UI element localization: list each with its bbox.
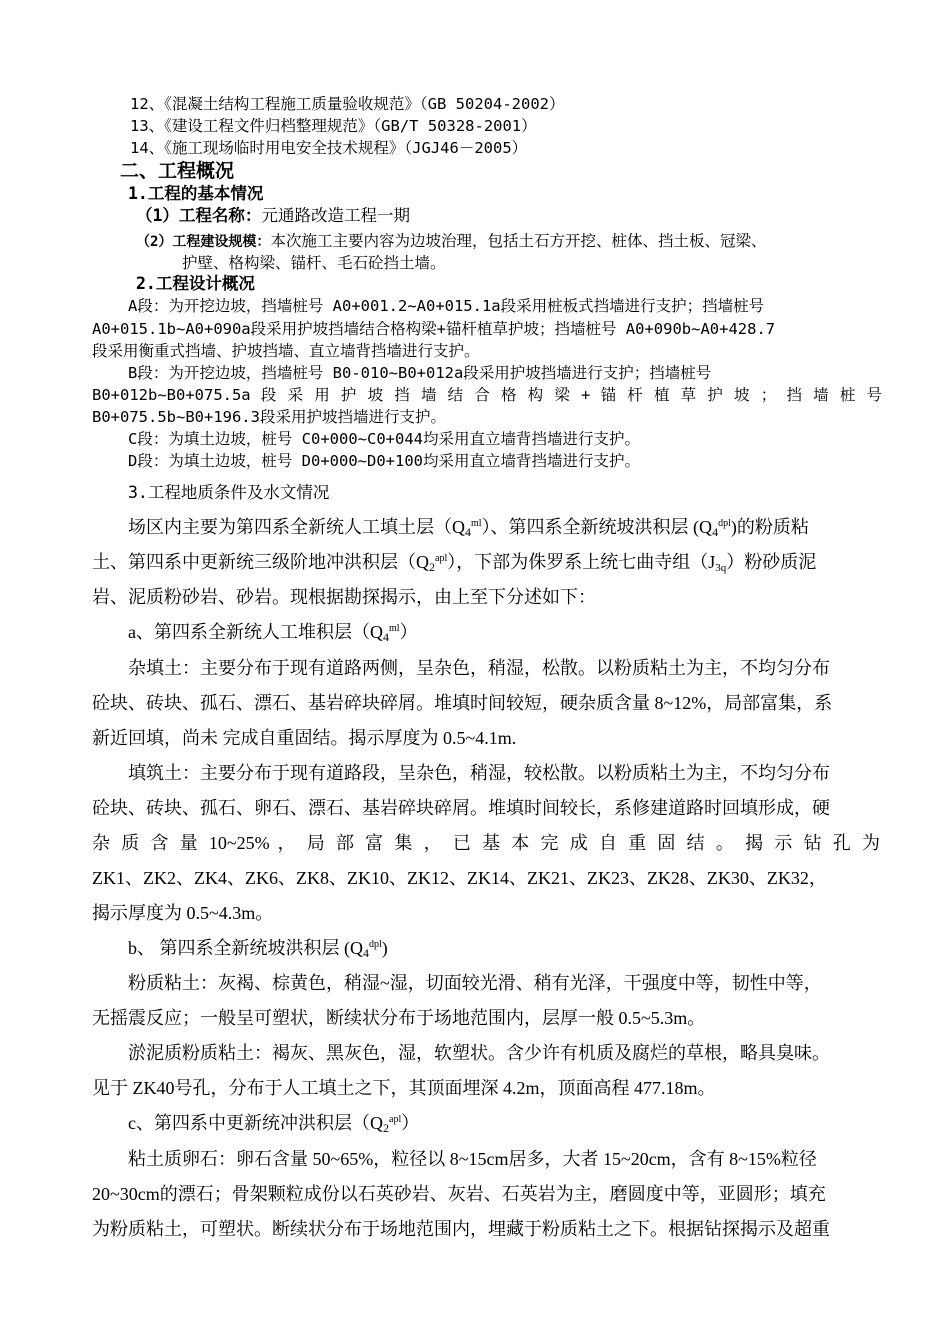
segment-b-line: B段：为开挖边坡，挡墙桩号 B0-010~B0+012a段采用护坡挡墙进行支护；挡墙桩号 xyxy=(128,364,712,382)
subsection-heading: 1.工程的基本情况 xyxy=(128,184,264,203)
clayey-gravel-line: 20~30cm的漂石；骨架颗粒成份以石英砂岩、灰岩、石英岩为主，磨圆度中等，亚圆形；填充 xyxy=(92,1184,826,1204)
layer-heading-b: b、 第四系全新统坡洪积层 $(Q4^{dpl})$ xyxy=(128,938,388,960)
fill-soil-line: 新近回填，尚未 完成自重固结。揭示厚度为 0.5~4.1m. xyxy=(92,728,517,748)
silty-clay-line: 无摇震反应；一般呈可塑状，断续状分布于场地范围内，层厚一般 0.5~5.3m。 xyxy=(92,1008,706,1028)
project-scale-label: （2）工程建设规模： xyxy=(136,234,271,250)
segment-a-line: A段：为开挖边坡，挡墙桩号 A0+001.2~A0+015.1a段采用桩板式挡墙进行支护；挡墙桩号 xyxy=(128,297,765,315)
segment-b-line: B0+012b~B0+075.5a 段 采 用 护 坡 挡 墙 结 合 格 构 梁 + 锚 杆 植 草 护 坡 ； 挡 墙 桩 号 xyxy=(92,386,882,404)
project-name-value: 元通路改造工程一期 xyxy=(261,206,410,225)
silty-clay-line: 粉质粘土：灰褐、棕黄色，稍湿~湿，切面较光滑、稍有光泽，干强度中等，韧性中等， xyxy=(128,973,822,993)
embankment-soil-line: 杂 质 含 量 10~25% ， 局 部 富 集 ， 已 基 本 完 成 自 重 固 结 。 揭 示 钻 孔 为 xyxy=(92,833,880,853)
segment-a-line: 段采用衡重式挡墙、护坡挡墙、直立墙背挡墙进行支护。 xyxy=(92,342,480,360)
segment-a-line: A0+015.1b~A0+090a段采用护坡挡墙结合格构梁+锚杆植草护坡；挡墙桩号 A0+090b~A0+428.7 xyxy=(92,320,776,338)
geo-intro-line: 场区内主要为第四系全新统人工填土层$(Q4^{ml})$、第四系全新统坡洪积层 $(Q4^{dpl})$的粉质粘 xyxy=(128,517,809,539)
embankment-soil-line: 揭示厚度为 0.5~4.3m。 xyxy=(92,903,274,923)
layer-heading-c: c、第四系中更新统冲洪积层$(Q2^{apl})$ xyxy=(128,1113,420,1135)
segment-d-line: D段：为填土边坡，桩号 D0+000~D0+100均采用直立墙背挡墙进行支护。 xyxy=(128,452,640,470)
segment-c-line: C段：为填土边坡，桩号 C0+000~C0+044均采用直立墙背挡墙进行支护。 xyxy=(128,430,640,448)
clayey-gravel-line: 为粉质粘土，可塑状。断续状分布于场地范围内，埋藏于粉质粘土之下。根据钻探揭示及超重 xyxy=(92,1219,830,1239)
subsection-heading: 2.工程设计概况 xyxy=(136,274,255,293)
subsection-heading: 3.工程地质条件及水文情况 xyxy=(128,483,330,502)
fill-soil-line: 砼块、砖块、孤石、漂石、基岩碎块碎屑。堆填时间较短，硬杂质含量 8~12%，局部富集，系 xyxy=(92,693,833,713)
reference-item: 14、《施工现场临时用电安全技术规程》（JGJ46－2005） xyxy=(130,139,528,157)
fill-soil-line: 杂填土：主要分布于现有道路两侧，呈杂色，稍湿，松散。以粉质粘土为主，不均匀分布 xyxy=(128,658,830,678)
geo-intro-line: 土、第四系中更新统三级阶地冲洪积层$(Q2^{apl})$，下部为侏罗系上统七曲寺组（J3q）粉砂质泥 xyxy=(92,552,817,574)
project-scale-value: 本次施工主要内容为边坡治理，包括土石方开挖、桩体、挡土板、冠梁、 xyxy=(270,232,767,250)
geo-intro-line: 岩、泥质粉砂岩、砂岩。现根据勘探揭示，由上至下分述如下： xyxy=(92,587,596,607)
clayey-gravel-line: 粘土质卵石：卵石含量 50~65%，粒径以 8~15cm居多，大者 15~20cm，含有 8~15%粒径 xyxy=(128,1149,817,1169)
segment-b-line: B0+075.5b~B0+196.3段采用护坡挡墙进行支护。 xyxy=(92,408,446,426)
embankment-soil-line: 填筑土：主要分布于现有道路段，呈杂色，稍湿，较松散。以粉质粘土为主，不均匀分布 xyxy=(128,763,830,783)
project-scale-cont: 护壁、格构梁、锚杆、毛石砼挡土墙。 xyxy=(182,254,446,272)
reference-item: 12、《混凝土结构工程施工质量验收规范》（GB 50204-2002） xyxy=(130,95,565,113)
mucky-clay-line: 淤泥质粉质粘土：褐灰、黑灰色，湿，软塑状。含少许有机质及腐烂的草根，略具臭味。 xyxy=(128,1043,830,1063)
embankment-soil-line: 砼块、砖块、孤石、卵石、漂石、基岩碎块碎屑。堆填时间较长，系修建道路时回填形成，硬 xyxy=(92,798,830,818)
project-scale xyxy=(136,230,766,253)
embankment-soil-line: ZK1、ZK2、ZK4、ZK6、ZK8、ZK10、ZK12、ZK14、ZK21、ZK23、ZK28、ZK30、ZK32， xyxy=(92,868,827,888)
layer-heading-a: a、第四系全新统人工堆积层$(Q4^{ml})$ xyxy=(128,622,418,644)
project-name-label: （1）工程名称： xyxy=(136,206,262,225)
project-name xyxy=(136,205,410,227)
section-heading: 二、工程概况 xyxy=(120,160,235,182)
mucky-clay-line: 见于 ZK40号孔，分布于人工填土之下，其顶面埋深 4.2m，顶面高程 477.18m。 xyxy=(92,1078,716,1098)
reference-item: 13、《建设工程文件归档整理规范》（GB/T 50328-2001） xyxy=(130,117,537,135)
